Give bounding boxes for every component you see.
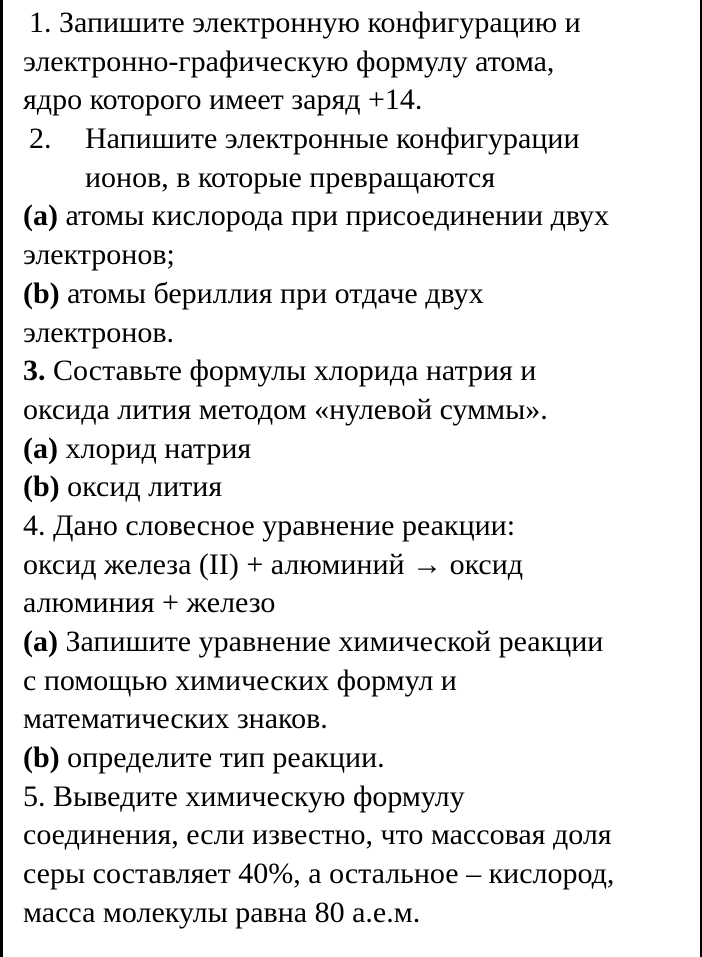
q3-a-label: (a): [23, 431, 58, 465]
q4-line-3: алюминия + железо: [23, 586, 276, 620]
q5-line-1: 5. Выведите химическую формулу: [23, 779, 465, 813]
q2-text-1: Напишите электронные конфигурации: [85, 122, 580, 156]
q4-a-label: (a): [23, 625, 58, 658]
q2-b-label: (b): [23, 276, 60, 310]
question-3: [23, 352, 693, 507]
q2-a-text: атомы кислорода при присоединении двух: [57, 199, 610, 233]
q3-a-text: хлорид натрия: [57, 431, 252, 465]
q4-a-line-2: с помощью химических формул и: [23, 663, 457, 697]
q4-b-label: (b): [23, 741, 60, 775]
q2-b-text: атомы бериллия при отдаче двух: [59, 276, 484, 310]
q3-line-2: оксида лития методом «нулевой суммы».: [23, 392, 548, 426]
q4-line-2: оксид железа (II) + алюминий → оксид: [23, 547, 524, 581]
q2-number: 2.: [29, 122, 52, 156]
q2-line-1: [23, 120, 693, 159]
q4-b-line: [23, 739, 693, 778]
q3-number: 3.: [23, 354, 46, 388]
q2-a-line-1: [23, 197, 693, 236]
q3-text-1: Составьте формулы хлорида натрия и: [45, 354, 537, 388]
q3-line-1: [23, 352, 693, 391]
question-4: [23, 507, 693, 778]
question-1: [23, 4, 693, 120]
q4-a-text: Запишите уравнение химической реакции: [57, 625, 604, 658]
q2-a-line-2: электронов;: [23, 238, 175, 272]
q2-b-line-1: [23, 275, 693, 314]
q4-line-1: 4. Дано словесное уравнение реакции:: [23, 508, 516, 542]
q4-a-line-1: [23, 623, 693, 662]
q3-a-line: [23, 430, 693, 469]
q4-a-line-3: математических знаков.: [23, 702, 328, 736]
q2-a-label: (a): [23, 199, 58, 233]
q5-line-3: серы составляет 40%, а остальное – кислород,: [23, 857, 615, 891]
q5-line-2: соединения, если известно, что массовая доля: [23, 818, 612, 852]
q3-b-label: (b): [23, 470, 60, 504]
q4-b-text: определите тип реакции.: [59, 741, 385, 775]
q2-b-line-2: электронов.: [23, 315, 174, 349]
q1-line-1: 1. Запишите электронную конфигурацию и: [29, 6, 581, 39]
task-list: [23, 4, 693, 933]
q1-line-2: электронно-графическую формулу атома,: [23, 44, 555, 78]
question-2: [23, 120, 693, 352]
q3-b-text: оксид лития: [59, 470, 223, 504]
q2-line-2: ионов, в которые превращаются: [85, 160, 496, 194]
q3-b-line: [23, 468, 693, 507]
question-5: [23, 778, 693, 933]
q5-line-4: масса молекулы равна 80 а.е.м.: [23, 895, 421, 929]
q1-line-3: ядро которого имеет заряд +14.: [23, 83, 423, 117]
